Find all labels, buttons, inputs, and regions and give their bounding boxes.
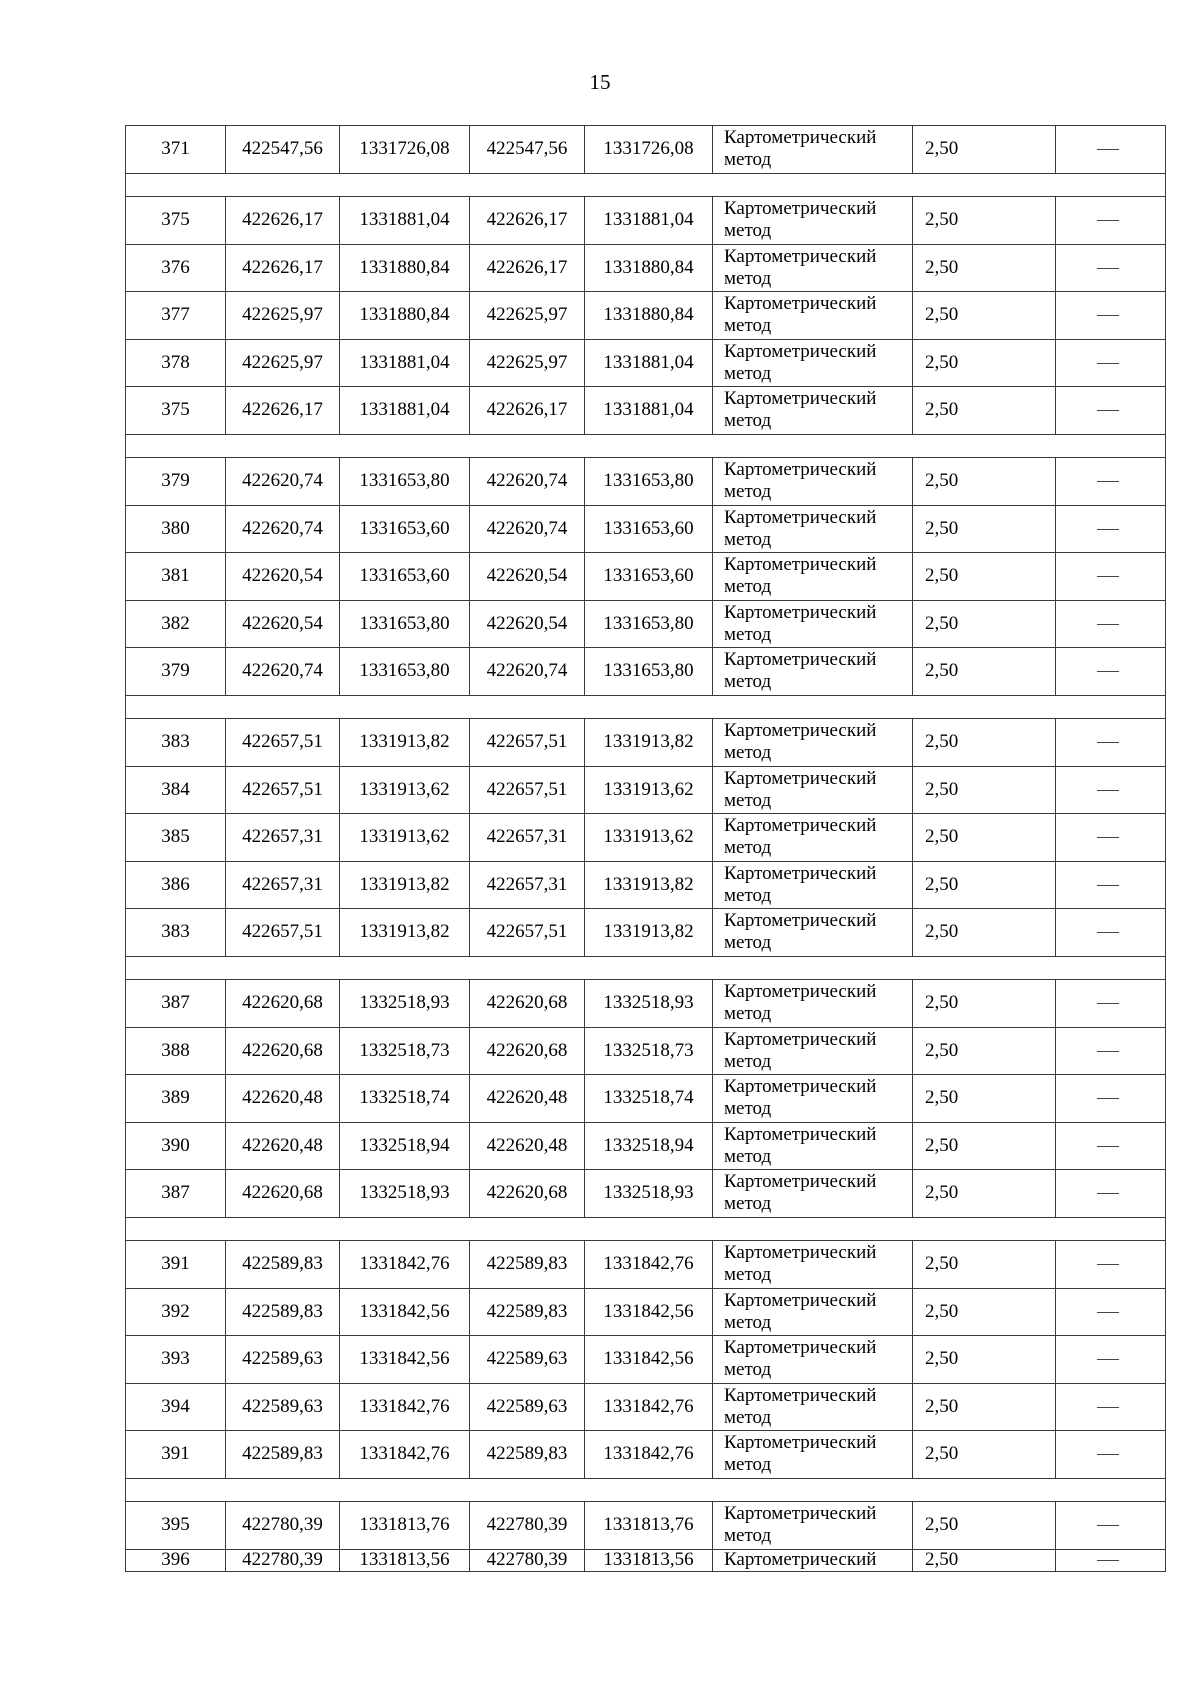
y-coordinate-repeat-cell: 1332518,93	[585, 980, 713, 1028]
accuracy-cell: 2,50	[913, 1288, 1056, 1336]
table-row	[126, 1549, 1166, 1572]
point-number-cell: 395	[126, 1502, 226, 1550]
dash-mark	[1097, 529, 1119, 530]
method-cell: Картометрический метод	[713, 909, 913, 957]
dash-cell	[1056, 1170, 1166, 1218]
point-number-cell: 380	[126, 505, 226, 553]
dash-mark	[1097, 1146, 1119, 1147]
accuracy-cell: 2,50	[913, 980, 1056, 1028]
dash-cell	[1056, 1502, 1166, 1550]
coordinates-table	[125, 125, 1166, 1572]
method-cell: Картометрический метод	[713, 1170, 913, 1218]
x-coordinate-repeat-cell: 422589,63	[470, 1383, 585, 1431]
dash-mark	[1097, 885, 1119, 886]
x-coordinate-repeat-cell: 422589,83	[470, 1431, 585, 1479]
method-cell: Картометрический метод	[713, 292, 913, 340]
table-row	[126, 600, 1166, 648]
point-number-cell: 387	[126, 980, 226, 1028]
separator-cell	[126, 695, 1166, 719]
method-cell: Картометрический метод	[713, 553, 913, 601]
x-coordinate-repeat-cell: 422626,17	[470, 244, 585, 292]
x-coordinate-cell: 422589,63	[226, 1383, 340, 1431]
dash-cell	[1056, 1075, 1166, 1123]
accuracy-cell: 2,50	[913, 766, 1056, 814]
x-coordinate-repeat-cell: 422657,51	[470, 766, 585, 814]
dash-mark	[1097, 481, 1119, 482]
dash-mark	[1097, 671, 1119, 672]
y-coordinate-cell: 1331881,04	[340, 197, 470, 245]
table-row	[126, 909, 1166, 957]
y-coordinate-repeat-cell: 1331913,82	[585, 909, 713, 957]
x-coordinate-cell: 422620,74	[226, 458, 340, 506]
method-cell: Картометрический метод	[713, 600, 913, 648]
dash-cell	[1056, 387, 1166, 435]
x-coordinate-repeat-cell: 422620,48	[470, 1122, 585, 1170]
x-coordinate-repeat-cell: 422780,39	[470, 1502, 585, 1550]
group-separator-row	[126, 695, 1166, 719]
dash-cell	[1056, 553, 1166, 601]
point-number-cell: 389	[126, 1075, 226, 1123]
dash-cell	[1056, 1122, 1166, 1170]
x-coordinate-repeat-cell: 422589,63	[470, 1336, 585, 1384]
dash-mark	[1097, 315, 1119, 316]
x-coordinate-cell: 422657,31	[226, 814, 340, 862]
separator-cell	[126, 1217, 1166, 1241]
dash-mark	[1097, 932, 1119, 933]
accuracy-cell: 2,50	[913, 1122, 1056, 1170]
x-coordinate-repeat-cell: 422626,17	[470, 197, 585, 245]
accuracy-cell: 2,50	[913, 909, 1056, 957]
accuracy-cell: 2,50	[913, 505, 1056, 553]
method-cell: Картометрический метод	[713, 1241, 913, 1289]
point-number-cell: 376	[126, 244, 226, 292]
dash-cell	[1056, 648, 1166, 696]
dash-cell	[1056, 980, 1166, 1028]
accuracy-cell: 2,50	[913, 1383, 1056, 1431]
method-cell: Картометрический метод	[713, 339, 913, 387]
x-coordinate-repeat-cell: 422589,83	[470, 1288, 585, 1336]
y-coordinate-repeat-cell: 1331880,84	[585, 292, 713, 340]
y-coordinate-cell: 1331842,56	[340, 1288, 470, 1336]
accuracy-cell: 2,50	[913, 126, 1056, 174]
method-cell: Картометрический метод	[713, 505, 913, 553]
point-number-cell: 388	[126, 1027, 226, 1075]
accuracy-cell: 2,50	[913, 719, 1056, 767]
method-cell: Картометрический метод	[713, 861, 913, 909]
y-coordinate-repeat-cell: 1332518,94	[585, 1122, 713, 1170]
accuracy-cell: 2,50	[913, 1431, 1056, 1479]
point-number-cell: 386	[126, 861, 226, 909]
y-coordinate-cell: 1331842,76	[340, 1241, 470, 1289]
accuracy-cell: 2,50	[913, 1336, 1056, 1384]
table-row	[126, 1431, 1166, 1479]
group-separator-row	[126, 956, 1166, 980]
y-coordinate-cell: 1331653,60	[340, 505, 470, 553]
x-coordinate-cell: 422625,97	[226, 292, 340, 340]
y-coordinate-repeat-cell: 1331653,80	[585, 648, 713, 696]
x-coordinate-cell: 422620,68	[226, 980, 340, 1028]
x-coordinate-repeat-cell: 422657,31	[470, 814, 585, 862]
x-coordinate-repeat-cell: 422657,51	[470, 909, 585, 957]
point-number-cell: 375	[126, 197, 226, 245]
table-row	[126, 719, 1166, 767]
x-coordinate-repeat-cell: 422620,48	[470, 1075, 585, 1123]
y-coordinate-repeat-cell: 1331726,08	[585, 126, 713, 174]
table-row	[126, 1336, 1166, 1384]
y-coordinate-repeat-cell: 1331842,76	[585, 1383, 713, 1431]
dash-cell	[1056, 1288, 1166, 1336]
y-coordinate-cell: 1331842,56	[340, 1336, 470, 1384]
group-separator-row	[126, 1478, 1166, 1502]
table-row	[126, 648, 1166, 696]
point-number-cell: 394	[126, 1383, 226, 1431]
y-coordinate-cell: 1331842,76	[340, 1383, 470, 1431]
table-row	[126, 197, 1166, 245]
point-number-cell: 387	[126, 1170, 226, 1218]
point-number-cell: 393	[126, 1336, 226, 1384]
table-row	[126, 1170, 1166, 1218]
x-coordinate-cell: 422626,17	[226, 197, 340, 245]
y-coordinate-repeat-cell: 1331881,04	[585, 339, 713, 387]
x-coordinate-cell: 422780,39	[226, 1549, 340, 1572]
y-coordinate-cell: 1331653,80	[340, 600, 470, 648]
y-coordinate-repeat-cell: 1331842,56	[585, 1288, 713, 1336]
method-cell: Картометрический метод	[713, 387, 913, 435]
dash-cell	[1056, 600, 1166, 648]
accuracy-cell: 2,50	[913, 1170, 1056, 1218]
dash-mark	[1097, 1359, 1119, 1360]
method-cell: Картометрический метод	[713, 244, 913, 292]
dash-mark	[1097, 1098, 1119, 1099]
y-coordinate-cell: 1331653,60	[340, 553, 470, 601]
point-number-cell: 378	[126, 339, 226, 387]
y-coordinate-cell: 1331813,56	[340, 1549, 470, 1572]
accuracy-cell: 2,50	[913, 1075, 1056, 1123]
point-number-cell: 390	[126, 1122, 226, 1170]
dash-cell	[1056, 1431, 1166, 1479]
x-coordinate-cell: 422589,63	[226, 1336, 340, 1384]
separator-cell	[126, 173, 1166, 197]
x-coordinate-repeat-cell: 422620,74	[470, 458, 585, 506]
dash-mark	[1097, 576, 1119, 577]
x-coordinate-cell: 422589,83	[226, 1241, 340, 1289]
x-coordinate-repeat-cell: 422547,56	[470, 126, 585, 174]
table-row	[126, 861, 1166, 909]
method-cell: Картометрический метод	[713, 766, 913, 814]
x-coordinate-repeat-cell: 422620,54	[470, 600, 585, 648]
y-coordinate-cell: 1331913,62	[340, 814, 470, 862]
accuracy-cell: 2,50	[913, 1549, 1056, 1572]
dash-mark	[1097, 410, 1119, 411]
x-coordinate-repeat-cell: 422620,68	[470, 980, 585, 1028]
point-number-cell: 382	[126, 600, 226, 648]
table-row	[126, 1502, 1166, 1550]
x-coordinate-repeat-cell: 422780,39	[470, 1549, 585, 1572]
dash-cell	[1056, 766, 1166, 814]
x-coordinate-cell: 422620,48	[226, 1075, 340, 1123]
point-number-cell: 371	[126, 126, 226, 174]
method-cell: Картометрический метод	[713, 1122, 913, 1170]
accuracy-cell: 2,50	[913, 387, 1056, 435]
accuracy-cell: 2,50	[913, 197, 1056, 245]
y-coordinate-cell: 1331881,04	[340, 339, 470, 387]
method-cell: Картометрический метод	[713, 197, 913, 245]
accuracy-cell: 2,50	[913, 292, 1056, 340]
dash-mark	[1097, 363, 1119, 364]
y-coordinate-cell: 1331913,82	[340, 861, 470, 909]
method-cell: Картометрический метод	[713, 1383, 913, 1431]
group-separator-row	[126, 1217, 1166, 1241]
dash-cell	[1056, 909, 1166, 957]
method-cell: Картометрический метод	[713, 458, 913, 506]
accuracy-cell: 2,50	[913, 458, 1056, 506]
table-row	[126, 1075, 1166, 1123]
table-row	[126, 244, 1166, 292]
dash-mark	[1097, 837, 1119, 838]
table-row	[126, 766, 1166, 814]
y-coordinate-repeat-cell: 1331813,76	[585, 1502, 713, 1550]
dash-cell	[1056, 458, 1166, 506]
dash-cell	[1056, 1383, 1166, 1431]
y-coordinate-repeat-cell: 1331653,80	[585, 600, 713, 648]
accuracy-cell: 2,50	[913, 553, 1056, 601]
dash-mark	[1097, 149, 1119, 150]
x-coordinate-cell: 422626,17	[226, 387, 340, 435]
y-coordinate-repeat-cell: 1331913,82	[585, 719, 713, 767]
x-coordinate-cell: 422547,56	[226, 126, 340, 174]
x-coordinate-cell: 422620,74	[226, 648, 340, 696]
y-coordinate-cell: 1332518,93	[340, 980, 470, 1028]
dash-cell	[1056, 1241, 1166, 1289]
dash-cell	[1056, 861, 1166, 909]
accuracy-cell: 2,50	[913, 1502, 1056, 1550]
method-cell: Картометрический метод	[713, 980, 913, 1028]
x-coordinate-cell: 422620,54	[226, 600, 340, 648]
table-row	[126, 1027, 1166, 1075]
y-coordinate-cell: 1331726,08	[340, 126, 470, 174]
y-coordinate-repeat-cell: 1331653,60	[585, 505, 713, 553]
method-cell: Картометрический метод	[713, 814, 913, 862]
dash-mark	[1097, 1454, 1119, 1455]
y-coordinate-repeat-cell: 1331880,84	[585, 244, 713, 292]
table-row	[126, 126, 1166, 174]
y-coordinate-repeat-cell: 1331842,76	[585, 1431, 713, 1479]
y-coordinate-cell: 1331913,82	[340, 909, 470, 957]
dash-mark	[1097, 624, 1119, 625]
x-coordinate-cell: 422780,39	[226, 1502, 340, 1550]
x-coordinate-repeat-cell: 422620,68	[470, 1170, 585, 1218]
table-row	[126, 814, 1166, 862]
dash-cell	[1056, 339, 1166, 387]
y-coordinate-cell: 1331842,76	[340, 1431, 470, 1479]
dash-mark	[1097, 1525, 1119, 1526]
method-cell: Картометрический	[713, 1549, 913, 1572]
point-number-cell: 381	[126, 553, 226, 601]
separator-cell	[126, 434, 1166, 458]
y-coordinate-cell: 1331653,80	[340, 458, 470, 506]
table-row	[126, 1383, 1166, 1431]
table-row	[126, 553, 1166, 601]
y-coordinate-cell: 1331813,76	[340, 1502, 470, 1550]
x-coordinate-cell: 422620,74	[226, 505, 340, 553]
dash-mark	[1097, 1407, 1119, 1408]
accuracy-cell: 2,50	[913, 244, 1056, 292]
x-coordinate-cell: 422657,51	[226, 909, 340, 957]
y-coordinate-repeat-cell: 1331881,04	[585, 197, 713, 245]
x-coordinate-cell: 422589,83	[226, 1288, 340, 1336]
table-row	[126, 1241, 1166, 1289]
dash-mark	[1097, 1051, 1119, 1052]
x-coordinate-cell: 422620,48	[226, 1122, 340, 1170]
table-row	[126, 292, 1166, 340]
x-coordinate-cell: 422620,54	[226, 553, 340, 601]
method-cell: Картометрический метод	[713, 1336, 913, 1384]
x-coordinate-cell: 422589,83	[226, 1431, 340, 1479]
y-coordinate-repeat-cell: 1331653,80	[585, 458, 713, 506]
x-coordinate-repeat-cell: 422657,51	[470, 719, 585, 767]
dash-cell	[1056, 126, 1166, 174]
x-coordinate-repeat-cell: 422620,68	[470, 1027, 585, 1075]
x-coordinate-cell: 422625,97	[226, 339, 340, 387]
dash-cell	[1056, 814, 1166, 862]
accuracy-cell: 2,50	[913, 1241, 1056, 1289]
x-coordinate-cell: 422657,51	[226, 766, 340, 814]
method-cell: Картометрический метод	[713, 1502, 913, 1550]
point-number-cell: 383	[126, 719, 226, 767]
dash-cell	[1056, 719, 1166, 767]
accuracy-cell: 2,50	[913, 814, 1056, 862]
method-cell: Картометрический метод	[713, 719, 913, 767]
x-coordinate-repeat-cell: 422620,74	[470, 648, 585, 696]
y-coordinate-cell: 1331913,82	[340, 719, 470, 767]
table-row	[126, 339, 1166, 387]
dash-cell	[1056, 292, 1166, 340]
point-number-cell: 391	[126, 1431, 226, 1479]
dash-mark	[1097, 742, 1119, 743]
table-row	[126, 387, 1166, 435]
accuracy-cell: 2,50	[913, 861, 1056, 909]
x-coordinate-repeat-cell: 422625,97	[470, 292, 585, 340]
y-coordinate-repeat-cell: 1331913,82	[585, 861, 713, 909]
point-number-cell: 396	[126, 1549, 226, 1572]
separator-cell	[126, 956, 1166, 980]
y-coordinate-repeat-cell: 1332518,73	[585, 1027, 713, 1075]
dash-cell	[1056, 505, 1166, 553]
y-coordinate-repeat-cell: 1331813,56	[585, 1549, 713, 1572]
group-separator-row	[126, 173, 1166, 197]
method-cell: Картометрический метод	[713, 1027, 913, 1075]
dash-mark	[1097, 1312, 1119, 1313]
x-coordinate-cell: 422620,68	[226, 1170, 340, 1218]
method-cell: Картометрический метод	[713, 648, 913, 696]
x-coordinate-repeat-cell: 422620,74	[470, 505, 585, 553]
dash-mark	[1097, 268, 1119, 269]
point-number-cell: 391	[126, 1241, 226, 1289]
method-cell: Картометрический метод	[713, 126, 913, 174]
page-number: 15	[589, 70, 611, 94]
dash-cell	[1056, 244, 1166, 292]
x-coordinate-repeat-cell: 422657,31	[470, 861, 585, 909]
table-row	[126, 980, 1166, 1028]
y-coordinate-repeat-cell: 1332518,74	[585, 1075, 713, 1123]
y-coordinate-repeat-cell: 1331842,56	[585, 1336, 713, 1384]
x-coordinate-cell: 422657,31	[226, 861, 340, 909]
x-coordinate-repeat-cell: 422625,97	[470, 339, 585, 387]
table-row	[126, 505, 1166, 553]
point-number-cell: 379	[126, 458, 226, 506]
y-coordinate-cell: 1331880,84	[340, 292, 470, 340]
method-cell: Картометрический метод	[713, 1075, 913, 1123]
point-number-cell: 384	[126, 766, 226, 814]
x-coordinate-repeat-cell: 422626,17	[470, 387, 585, 435]
dash-mark	[1097, 220, 1119, 221]
method-cell: Картометрический метод	[713, 1431, 913, 1479]
dash-mark	[1097, 1003, 1119, 1004]
y-coordinate-cell: 1332518,73	[340, 1027, 470, 1075]
point-number-cell: 385	[126, 814, 226, 862]
x-coordinate-cell: 422657,51	[226, 719, 340, 767]
point-number-cell: 375	[126, 387, 226, 435]
dash-mark	[1097, 790, 1119, 791]
point-number-cell: 392	[126, 1288, 226, 1336]
y-coordinate-cell: 1332518,74	[340, 1075, 470, 1123]
y-coordinate-cell: 1331653,80	[340, 648, 470, 696]
point-number-cell: 377	[126, 292, 226, 340]
x-coordinate-repeat-cell: 422620,54	[470, 553, 585, 601]
x-coordinate-cell: 422626,17	[226, 244, 340, 292]
dash-cell	[1056, 1336, 1166, 1384]
x-coordinate-repeat-cell: 422589,83	[470, 1241, 585, 1289]
y-coordinate-cell: 1331881,04	[340, 387, 470, 435]
table-row	[126, 1288, 1166, 1336]
accuracy-cell: 2,50	[913, 339, 1056, 387]
dash-mark	[1097, 1560, 1119, 1561]
accuracy-cell: 2,50	[913, 600, 1056, 648]
y-coordinate-cell: 1331880,84	[340, 244, 470, 292]
y-coordinate-cell: 1332518,94	[340, 1122, 470, 1170]
accuracy-cell: 2,50	[913, 648, 1056, 696]
y-coordinate-repeat-cell: 1331913,62	[585, 766, 713, 814]
table-row	[126, 1122, 1166, 1170]
y-coordinate-repeat-cell: 1331881,04	[585, 387, 713, 435]
x-coordinate-cell: 422620,68	[226, 1027, 340, 1075]
y-coordinate-repeat-cell: 1331913,62	[585, 814, 713, 862]
y-coordinate-cell: 1332518,93	[340, 1170, 470, 1218]
y-coordinate-repeat-cell: 1331653,60	[585, 553, 713, 601]
group-separator-row	[126, 434, 1166, 458]
dash-cell	[1056, 197, 1166, 245]
method-cell: Картометрический метод	[713, 1288, 913, 1336]
y-coordinate-repeat-cell: 1331842,76	[585, 1241, 713, 1289]
point-number-cell: 379	[126, 648, 226, 696]
y-coordinate-cell: 1331913,62	[340, 766, 470, 814]
y-coordinate-repeat-cell: 1332518,93	[585, 1170, 713, 1218]
dash-mark	[1097, 1264, 1119, 1265]
accuracy-cell: 2,50	[913, 1027, 1056, 1075]
point-number-cell: 383	[126, 909, 226, 957]
dash-cell	[1056, 1549, 1166, 1572]
coordinates-table-body	[126, 126, 1166, 1572]
dash-cell	[1056, 1027, 1166, 1075]
separator-cell	[126, 1478, 1166, 1502]
table-row	[126, 458, 1166, 506]
dash-mark	[1097, 1193, 1119, 1194]
